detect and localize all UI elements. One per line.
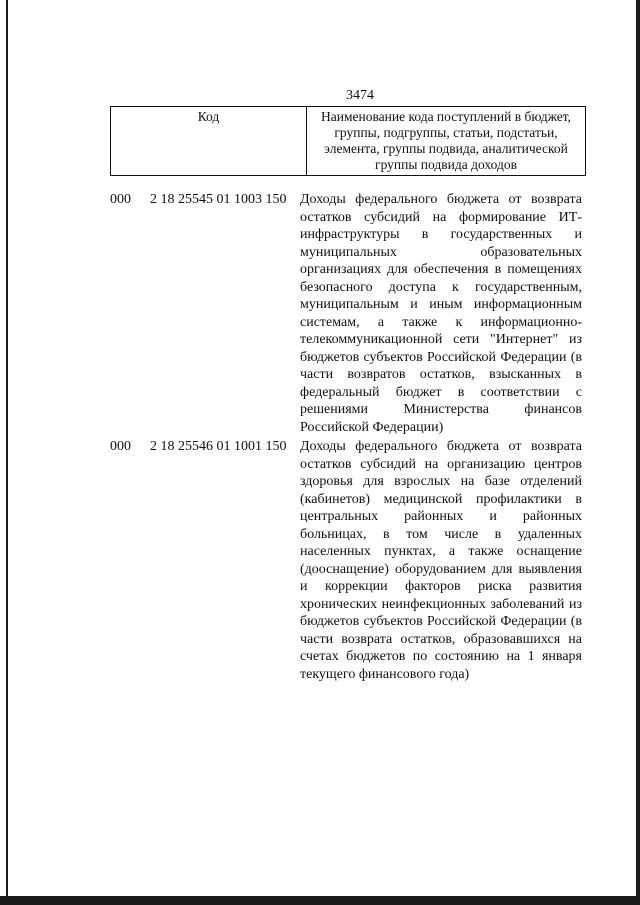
table-body xyxy=(110,191,586,683)
table-row xyxy=(110,191,586,436)
kbk-code: 2 18 25546 01 1001 150 xyxy=(150,439,287,454)
scan-border-bottom xyxy=(0,896,640,905)
table-row xyxy=(110,438,586,683)
header-name-cell: Наименование кода поступлений в бюджет, группы, подгруппы, статьи, подстатьи, элемента, группы подвида, аналитической группы подвида доходов xyxy=(307,107,586,176)
table-header xyxy=(110,106,586,176)
admin-code: 000 xyxy=(110,439,131,454)
income-description: Доходы федерального бюджета от возврата остатков субсидий на формирование ИТ-инфраструктуры в государственных и муниципальных образовательных организациях для обеспечения в помещениях безопасного доступа к государственным, муниципальным и иным информационным системам, а также к информационно-телекоммуникационной сети "Интернет" из бюджетов субъектов Российской Федерации (в части возвратов остатков, взысканных в федеральный бюджет в соответствии с решениями Министерства финансов Российской Федерации) xyxy=(300,192,582,435)
scan-border-left xyxy=(6,0,8,905)
page-number: 3474 xyxy=(346,88,374,103)
admin-code: 000 xyxy=(110,192,131,207)
scan-border-right xyxy=(636,0,640,905)
header-code-cell: Код xyxy=(111,107,307,176)
income-description: Доходы федерального бюджета от возврата остатков субсидий на организацию центров здоровья для взрослых на базе отделений (кабинетов) медицинской профилактики в центральных районных и районных больницах, в том числе в удаленных населенных пунктах, а также оснащение (дооснащение) оборудованием для выявления и коррекции факторов риска развития хронических неинфекционных заболеваний из бюджетов субъектов Российской Федерации (в части возврата остатков, образовавшихся на счетах бюджетов по состоянию на 1 января текущего финансового года) xyxy=(300,439,582,682)
kbk-code: 2 18 25545 01 1003 150 xyxy=(150,192,287,207)
